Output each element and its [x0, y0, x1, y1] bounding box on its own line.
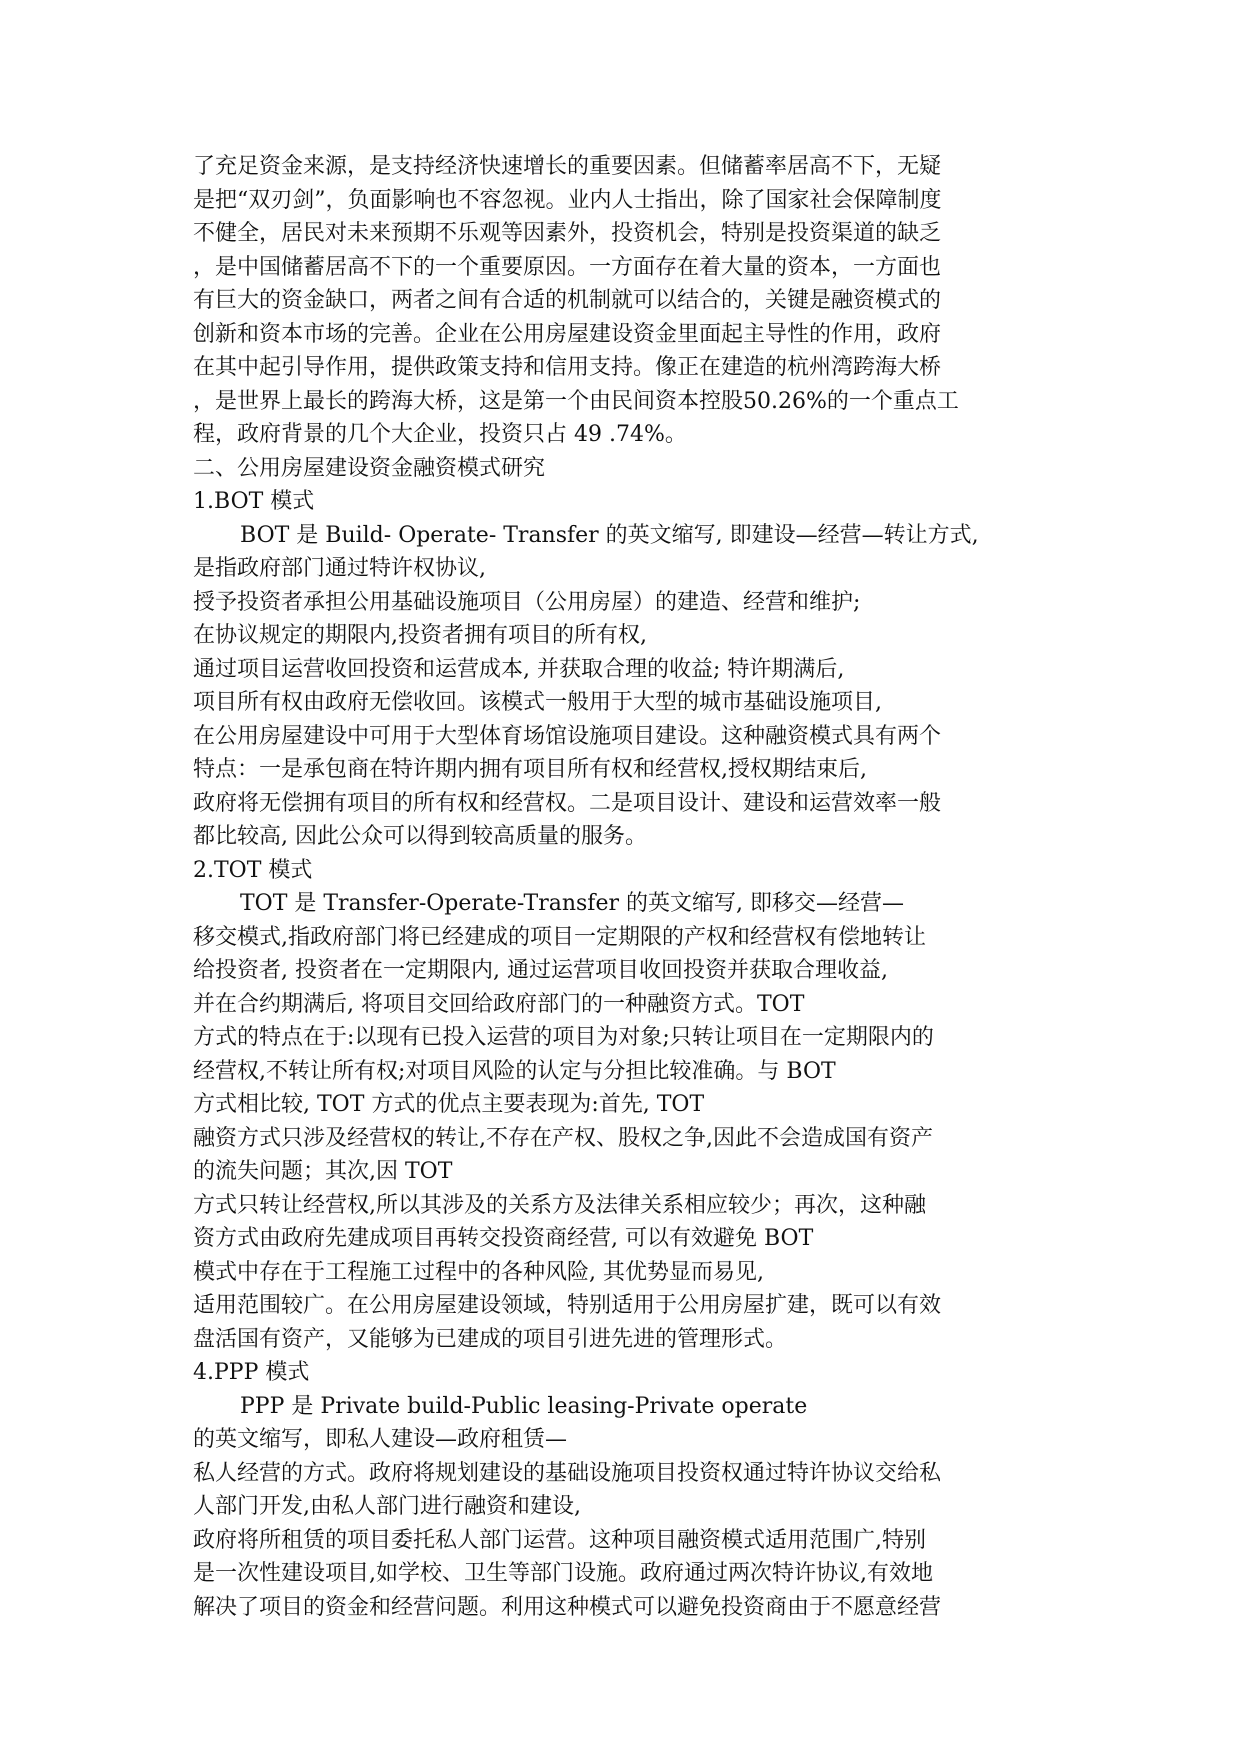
paragraph-line: 的流失问题；其次,因 TOT: [193, 1159, 453, 1184]
paragraph-line: 私人经营的方式。政府将规划建设的基础设施项目投资权通过特许协议交给私: [193, 1460, 942, 1486]
paragraph-line: 人部门开发,由私人部门进行融资和建设,: [193, 1494, 581, 1519]
subsection-heading-ppp: 4.PPP 模式: [193, 1360, 310, 1385]
paragraph-line: 方式的特点在于:以现有已投入运营的项目为对象;只转让项目在一定期限内的: [193, 1025, 934, 1050]
paragraph-line: 盘活国有资产，又能够为已建成的项目引进先进的管理形式。: [193, 1326, 788, 1352]
paragraph-line: 是一次性建设项目,如学校、卫生等部门设施。政府通过两次特许协议,有效地: [193, 1561, 933, 1586]
paragraph-line: 有巨大的资金缺口，两者之间有合适的机制就可以结合的，关键是融资模式的: [193, 288, 942, 313]
paragraph-line: 给投资者, 投资者在一定期限内, 通过运营项目收回投资并获取合理收益,: [193, 958, 888, 983]
paragraph-line: 方式相比较, TOT 方式的优点主要表现为:首先, TOT: [193, 1092, 705, 1117]
paragraph-line: 解决了项目的资金和经营问题。利用这种模式可以避免投资商由于不愿意经营: [193, 1594, 942, 1620]
paragraph-line: 是指政府部门通过特许权协议,: [193, 556, 486, 581]
paragraph-line: 移交模式,指政府部门将已经建成的项目一定期限的产权和经营权有偿地转让: [193, 924, 926, 950]
paragraph-line: BOT 是 Build- Operate- Transfer 的英文缩写, 即建设—经营—转让方式,: [240, 522, 979, 548]
subsection-heading-tot: 2.TOT 模式: [193, 857, 313, 883]
document-page: [193, 150, 1053, 1624]
paragraph-line: PPP 是 Private build-Public leasing-Private operate: [240, 1393, 808, 1419]
paragraph-line: 不健全，居民对未来预期不乐观等因素外，投资机会，特别是投资渠道的缺乏: [193, 221, 942, 246]
paragraph-line: 政府将无偿拥有项目的所有权和经营权。二是项目设计、建设和运营效率一般: [193, 790, 942, 816]
subsection-heading-bot: 1.BOT 模式: [193, 489, 315, 514]
paragraph-line: 适用范围较广。在公用房屋建设领域，特别适用于公用房屋扩建，既可以有效: [193, 1293, 942, 1318]
paragraph-line: 授予投资者承担公用基础设施项目（公用房屋）的建造、经营和维护;: [193, 589, 861, 615]
paragraph-line: 方式只转让经营权,所以其涉及的关系方及法律关系相应较少；再次，这种融: [193, 1192, 926, 1218]
paragraph-line: 都比较高, 因此公众可以得到较高质量的服务。: [193, 824, 647, 849]
paragraph-line: 特点：一是承包商在特许期内拥有项目所有权和经营权,授权期结束后,: [193, 757, 867, 782]
paragraph-line: ，是中国储蓄居高不下的一个重要原因。一方面存在着大量的资本，一方面也: [193, 254, 942, 280]
paragraph-line: 通过项目运营收回投资和运营成本, 并获取合理的收益; 特许期满后,: [193, 656, 845, 682]
paragraph-line: 并在合约期满后, 将项目交回给政府部门的一种融资方式。TOT: [193, 991, 805, 1017]
paragraph-line: ，是世界上最长的跨海大桥，这是第一个由民间资本控股50.26%的一个重点工: [193, 388, 959, 414]
paragraph-line: 了充足资金来源，是支持经济快速增长的重要因素。但储蓄率居高不下，无疑: [193, 154, 942, 179]
paragraph-line: 融资方式只涉及经营权的转让,不存在产权、股权之争,因此不会造成国有资产: [193, 1125, 933, 1151]
paragraph-line: 是把“双刃剑”，负面影响也不容忽视。业内人士指出，除了国家社会保障制度: [193, 187, 942, 213]
paragraph-line: 程，政府背景的几个大企业，投资只占 49 .74%。: [193, 422, 687, 447]
paragraph-line: 在其中起引导作用，提供政策支持和信用支持。像正在建造的杭州湾跨海大桥: [193, 355, 942, 380]
paragraph-line: 模式中存在于工程施工过程中的各种风险, 其优势显而易见,: [193, 1259, 764, 1285]
paragraph-line: 创新和资本市场的完善。企业在公用房屋建设资金里面起主导性的作用，政府: [193, 321, 942, 347]
paragraph-line: 项目所有权由政府无偿收回。该模式一般用于大型的城市基础设施项目,: [193, 690, 882, 715]
paragraph-line: 经营权,不转让所有权;对项目风险的认定与分担比较准确。与 BOT: [193, 1058, 836, 1084]
paragraph-line: 在协议规定的期限内,投资者拥有项目的所有权,: [193, 623, 647, 648]
paragraph-line: 政府将所租赁的项目委托私人部门运营。这种项目融资模式适用范围广,特别: [193, 1527, 926, 1553]
paragraph-line: 的英文缩写，即私人建设—政府租赁—: [193, 1427, 568, 1452]
paragraph-line: TOT 是 Transfer-Operate-Transfer 的英文缩写, 即移交—经营—: [240, 891, 904, 916]
paragraph-line: 在公用房屋建设中可用于大型体育场馆设施项目建设。这种融资模式具有两个: [193, 723, 942, 749]
section-heading: 二、公用房屋建设资金融资模式研究: [193, 455, 546, 481]
paragraph-line: 资方式由政府先建成项目再转交投资商经营, 可以有效避免 BOT: [193, 1226, 814, 1251]
